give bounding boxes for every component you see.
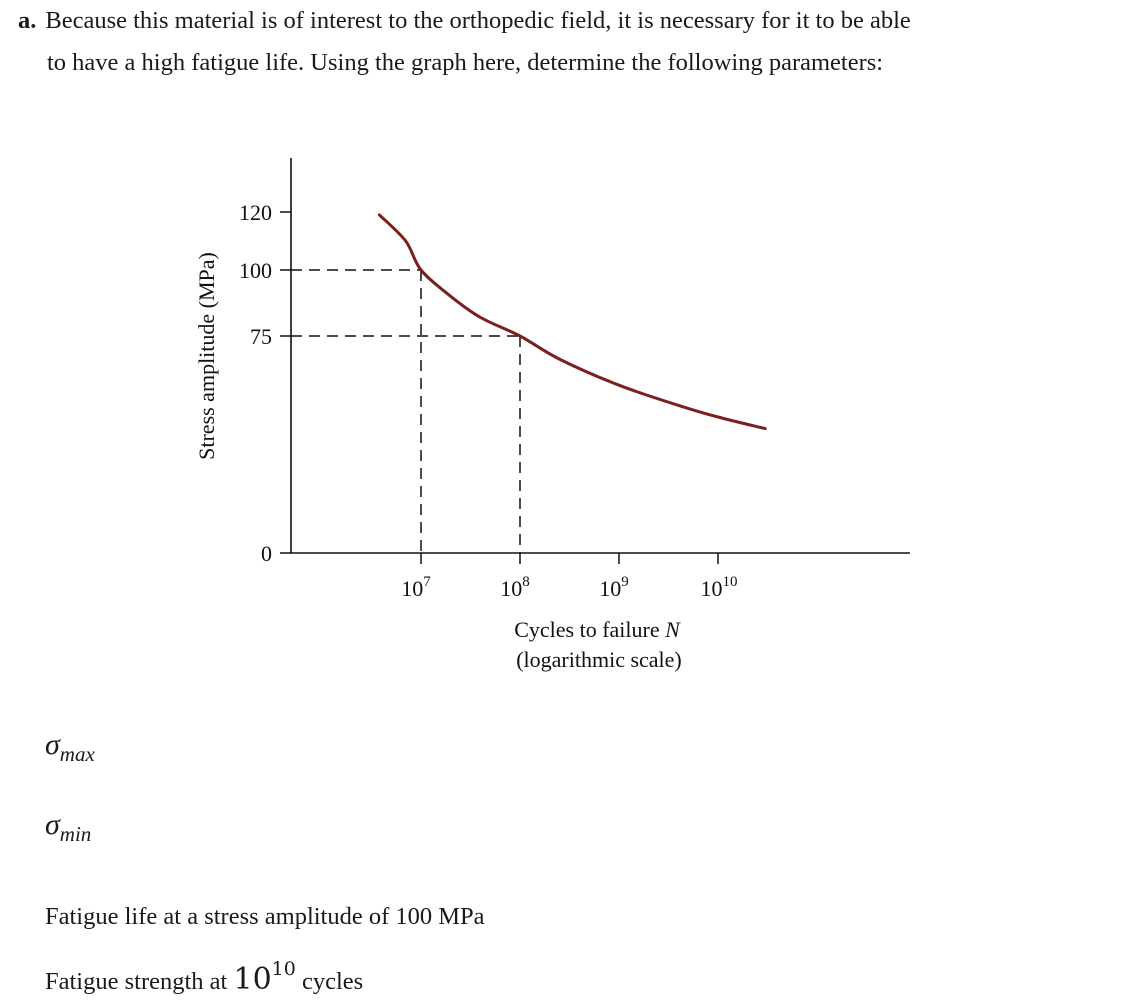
param-fatigue-life: Fatigue life at a stress amplitude of 100 MPa [45, 903, 485, 930]
x-ticks [401, 553, 737, 601]
y-tick-label-75: 75 [250, 324, 272, 349]
x-axis-sublabel: (logarithmic scale) [516, 647, 682, 672]
x-axis-label: Cycles to failure N [514, 617, 680, 642]
fatigue-strength-power: $10^{10}$ [233, 958, 296, 997]
y-axis-label: Stress amplitude (MPa) [194, 252, 219, 460]
y-tick-label-100: 100 [239, 258, 272, 283]
x-tick-label-1e7: $10^7$ [401, 574, 431, 601]
x-tick-label-1e10: $10^{10}$ [700, 574, 738, 601]
question-text-line-1: Because this material is of interest to the orthopedic field, it is necessary for it to be able [45, 7, 911, 34]
guide-lines [291, 270, 520, 553]
sigma-max-symbol: $\sigma_{max}$ [45, 728, 95, 766]
question-line-2: to have a high fatigue life. Using the graph here, determine the following parameters: [47, 49, 884, 76]
y-tick-label-0: 0 [261, 541, 272, 566]
param-sigma-max [45, 728, 95, 767]
y-tick-label-120: 120 [239, 200, 272, 225]
sigma-min-symbol: $\sigma_{min}$ [45, 808, 92, 846]
sn-curve-line [379, 215, 765, 429]
param-fatigue-strength: Fatigue strength at $10^{10}$ cycles [45, 958, 364, 997]
x-tick-label-1e9: $10^9$ [599, 574, 629, 601]
question-label: a. [18, 7, 37, 34]
param-sigma-min [45, 808, 91, 847]
y-ticks [239, 200, 291, 566]
x-tick-label-1e8: $10^8$ [500, 574, 530, 601]
